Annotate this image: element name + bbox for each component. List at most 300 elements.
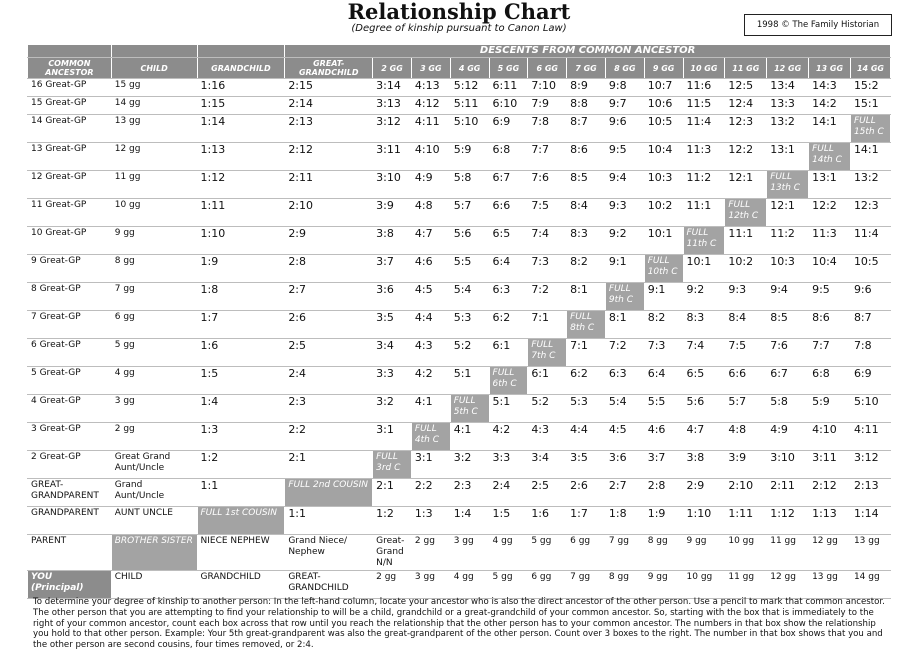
kinship-cell: 10:5 xyxy=(850,255,890,283)
kinship-cell: 8:2 xyxy=(567,255,606,283)
kinship-cell: 8:4 xyxy=(567,199,606,227)
kinship-cell: 6:2 xyxy=(489,311,528,339)
common-ancestor-cell: 5 Great-GP xyxy=(28,367,112,395)
kinship-cell: 6 gg xyxy=(528,571,567,599)
table-row xyxy=(28,451,891,479)
kinship-cell: 3:7 xyxy=(644,451,683,479)
full-cousin-cell: FULL 3rd C xyxy=(373,451,412,479)
kinship-cell: 2:4 xyxy=(285,367,373,395)
kinship-cell: 7:2 xyxy=(528,283,567,311)
kinship-cell: 4:5 xyxy=(411,283,450,311)
kinship-cell: GREAT-GRANDCHILD xyxy=(285,571,373,599)
kinship-cell: 1:9 xyxy=(197,255,285,283)
kinship-cell: 11 gg xyxy=(767,535,809,571)
kinship-cell: 13:4 xyxy=(767,79,809,97)
kinship-cell: 1:13 xyxy=(809,507,851,535)
kinship-cell: 2:13 xyxy=(285,115,373,143)
common-ancestor-cell: 10 Great-GP xyxy=(28,227,112,255)
common-ancestor-cell: YOU (Principal) xyxy=(28,571,112,599)
kinship-cell: 1:10 xyxy=(197,227,285,255)
common-ancestor-cell: 7 Great-GP xyxy=(28,311,112,339)
kinship-cell: 12:3 xyxy=(850,199,890,227)
kinship-cell: 2:9 xyxy=(285,227,373,255)
column-header: 8 GG xyxy=(605,58,644,79)
kinship-cell: CHILD xyxy=(111,571,197,599)
kinship-cell: 14:1 xyxy=(809,115,851,143)
common-ancestor-cell: 15 Great-GP xyxy=(28,97,112,115)
kinship-cell: 3 gg xyxy=(450,535,489,571)
kinship-cell: 3:14 xyxy=(373,79,412,97)
kinship-cell: 1:6 xyxy=(197,339,285,367)
full-cousin-cell: FULL 10th C xyxy=(644,255,683,283)
kinship-cell: 2:11 xyxy=(767,479,809,507)
full-cousin-cell: BROTHER SISTER xyxy=(111,535,197,571)
kinship-cell: 6:3 xyxy=(489,283,528,311)
full-cousin-cell: FULL 2nd COUSIN xyxy=(285,479,373,507)
kinship-cell: 5:5 xyxy=(450,255,489,283)
kinship-cell: 8:7 xyxy=(567,115,606,143)
kinship-cell: 5 gg xyxy=(528,535,567,571)
kinship-cell: 2:3 xyxy=(450,479,489,507)
banner-row xyxy=(28,45,891,58)
kinship-cell: 10:3 xyxy=(767,255,809,283)
kinship-cell: 10:7 xyxy=(644,79,683,97)
kinship-cell: 7:5 xyxy=(725,339,767,367)
kinship-cell: 12 gg xyxy=(767,571,809,599)
kinship-cell: 3:2 xyxy=(450,451,489,479)
kinship-cell: 4:2 xyxy=(411,367,450,395)
full-cousin-cell: FULL 5th C xyxy=(450,395,489,423)
kinship-cell: 5:8 xyxy=(450,171,489,199)
kinship-cell: 11:5 xyxy=(683,97,725,115)
kinship-cell: NIECE NEPHEW xyxy=(197,535,285,571)
kinship-cell: 13 gg xyxy=(111,115,197,143)
kinship-cell: 3:3 xyxy=(489,451,528,479)
kinship-cell: 6:6 xyxy=(489,199,528,227)
kinship-cell: 14:2 xyxy=(809,97,851,115)
kinship-cell: 4:3 xyxy=(528,423,567,451)
kinship-cell: 5:10 xyxy=(850,395,890,423)
table-row xyxy=(28,283,891,311)
kinship-cell: 1:14 xyxy=(850,507,890,535)
kinship-cell: 12:2 xyxy=(725,143,767,171)
kinship-cell: 5:7 xyxy=(450,199,489,227)
kinship-cell: 10 gg xyxy=(111,199,197,227)
kinship-cell: 14:1 xyxy=(850,143,890,171)
kinship-cell: 8:3 xyxy=(683,311,725,339)
kinship-cell: 7:3 xyxy=(644,339,683,367)
table-row xyxy=(28,255,891,283)
kinship-cell: 3:7 xyxy=(373,255,412,283)
kinship-cell: 2 gg xyxy=(111,423,197,451)
kinship-cell: 7 gg xyxy=(111,283,197,311)
kinship-cell: 8 gg xyxy=(111,255,197,283)
table-row xyxy=(28,97,891,115)
instructions-footnote: To determine your degree of kinship to another person: In the left-hand column, locate your ancestor who is also the direct ancestor of the other person. Use a pencil to mark that common ancestor. The other person that you are attempting to find your relationship to will be a child, grandchild or a great-grandchild of your common ancestor. So, starting with the box that is immediately to the right of your common ancestor, count each box across that row until you reach the relationship that the other person has to your common ancestor. The numbers in that box show the relationship you hold to that other person. Example: Your 5th great-grandparent was also the great-grandparent of the other person. Count over 3 boxes to the right. The number in that box shows that you and the other person are second cousins, four times removed, or 2:4. xyxy=(33,597,885,651)
header-row xyxy=(28,58,891,79)
column-header: 10 GG xyxy=(683,58,725,79)
kinship-cell: 8:1 xyxy=(567,283,606,311)
kinship-cell: 1:6 xyxy=(528,507,567,535)
kinship-cell: 3:3 xyxy=(373,367,412,395)
kinship-cell: 15:2 xyxy=(850,79,890,97)
kinship-cell: 5:5 xyxy=(644,395,683,423)
kinship-cell: 7:8 xyxy=(850,339,890,367)
kinship-cell: 1:11 xyxy=(197,199,285,227)
kinship-cell: 12:4 xyxy=(725,97,767,115)
kinship-cell: 11:2 xyxy=(767,227,809,255)
kinship-cell: 10 gg xyxy=(683,571,725,599)
kinship-cell: 2:14 xyxy=(285,97,373,115)
table-row xyxy=(28,143,891,171)
kinship-cell: AUNT UNCLE xyxy=(111,507,197,535)
kinship-cell: 6:1 xyxy=(528,367,567,395)
kinship-cell: 4:1 xyxy=(450,423,489,451)
table-row xyxy=(28,115,891,143)
column-header: 14 GG xyxy=(850,58,890,79)
kinship-cell: 2:8 xyxy=(285,255,373,283)
column-header: 6 GG xyxy=(528,58,567,79)
kinship-cell: 5:9 xyxy=(809,395,851,423)
kinship-cell: 8 gg xyxy=(644,535,683,571)
full-cousin-cell: FULL 12th C xyxy=(725,199,767,227)
kinship-cell: 3:1 xyxy=(411,451,450,479)
kinship-cell: 6:1 xyxy=(489,339,528,367)
kinship-cell: 5 gg xyxy=(111,339,197,367)
kinship-cell: 10:1 xyxy=(644,227,683,255)
kinship-cell: Great Grand Aunt/Uncle xyxy=(111,451,197,479)
kinship-cell: 6:11 xyxy=(489,79,528,97)
kinship-cell: 2:7 xyxy=(605,479,644,507)
kinship-cell: 4:5 xyxy=(605,423,644,451)
kinship-cell: 9:2 xyxy=(683,283,725,311)
kinship-cell: 4:12 xyxy=(411,97,450,115)
kinship-cell: 13:3 xyxy=(767,97,809,115)
kinship-cell: 4:9 xyxy=(767,423,809,451)
kinship-cell: 5:2 xyxy=(528,395,567,423)
kinship-cell: 3:2 xyxy=(373,395,412,423)
kinship-cell: 3:8 xyxy=(683,451,725,479)
relationship-table xyxy=(27,44,891,599)
kinship-cell: 13 gg xyxy=(809,571,851,599)
full-cousin-cell: FULL 11th C xyxy=(683,227,725,255)
table-row xyxy=(28,311,891,339)
kinship-cell: 3:1 xyxy=(373,423,412,451)
kinship-cell: 5:12 xyxy=(450,79,489,97)
table-row xyxy=(28,227,891,255)
kinship-cell: Grand Niece/ Nephew xyxy=(285,535,373,571)
kinship-cell: 6:2 xyxy=(567,367,606,395)
table-row xyxy=(28,535,891,571)
common-ancestor-cell: 8 Great-GP xyxy=(28,283,112,311)
common-ancestor-cell: 14 Great-GP xyxy=(28,115,112,143)
kinship-cell: 11:4 xyxy=(683,115,725,143)
kinship-cell: 6:3 xyxy=(605,367,644,395)
column-header: 4 GG xyxy=(450,58,489,79)
kinship-cell: 9:6 xyxy=(850,283,890,311)
table-row xyxy=(28,367,891,395)
table-row xyxy=(28,423,891,451)
common-ancestor-cell: GRANDPARENT xyxy=(28,507,112,535)
common-ancestor-cell: PARENT xyxy=(28,535,112,571)
page-title: Relationship Chart xyxy=(347,0,571,24)
kinship-cell: 10:5 xyxy=(644,115,683,143)
full-cousin-cell: FULL 6th C xyxy=(489,367,528,395)
kinship-cell: 8 gg xyxy=(605,571,644,599)
kinship-cell: 8:8 xyxy=(567,97,606,115)
kinship-cell: 9:1 xyxy=(644,283,683,311)
kinship-cell: 11:3 xyxy=(683,143,725,171)
kinship-cell: 1:1 xyxy=(197,479,285,507)
kinship-cell: 4 gg xyxy=(450,571,489,599)
kinship-cell: 2:3 xyxy=(285,395,373,423)
kinship-cell: 7:7 xyxy=(528,143,567,171)
table-row xyxy=(28,571,891,599)
column-header: 3 GG xyxy=(411,58,450,79)
kinship-cell: 11:6 xyxy=(683,79,725,97)
kinship-cell: 12 gg xyxy=(809,535,851,571)
kinship-cell: 10 gg xyxy=(725,535,767,571)
kinship-cell: 2:6 xyxy=(285,311,373,339)
common-ancestor-cell: GREAT-GRANDPARENT xyxy=(28,479,112,507)
kinship-cell: 5:3 xyxy=(450,311,489,339)
kinship-cell: 4:10 xyxy=(809,423,851,451)
kinship-cell: 8:7 xyxy=(850,311,890,339)
kinship-cell: 15 gg xyxy=(111,79,197,97)
kinship-cell: 5:1 xyxy=(450,367,489,395)
kinship-cell: 2:12 xyxy=(285,143,373,171)
kinship-cell: 3:11 xyxy=(373,143,412,171)
kinship-cell: 9 gg xyxy=(644,571,683,599)
kinship-cell: Great-Grand N/N xyxy=(373,535,412,571)
kinship-cell: 9 gg xyxy=(111,227,197,255)
kinship-cell: 1:2 xyxy=(197,451,285,479)
kinship-cell: 3:12 xyxy=(850,451,890,479)
common-ancestor-cell: 11 Great-GP xyxy=(28,199,112,227)
kinship-cell: 13:2 xyxy=(767,115,809,143)
kinship-cell: 4:7 xyxy=(683,423,725,451)
kinship-cell: 3:5 xyxy=(567,451,606,479)
kinship-cell: 11 gg xyxy=(111,171,197,199)
header-cell xyxy=(111,45,197,58)
full-cousin-cell: FULL 8th C xyxy=(567,311,606,339)
kinship-cell: 5:4 xyxy=(605,395,644,423)
column-header: 2 GG xyxy=(373,58,412,79)
kinship-cell: 8:6 xyxy=(809,311,851,339)
common-ancestor-cell: 6 Great-GP xyxy=(28,339,112,367)
kinship-cell: 4 gg xyxy=(489,535,528,571)
kinship-cell: 3:11 xyxy=(809,451,851,479)
kinship-cell: 5:11 xyxy=(450,97,489,115)
kinship-cell: 7:10 xyxy=(528,79,567,97)
kinship-cell: 2:2 xyxy=(411,479,450,507)
kinship-cell: 6:9 xyxy=(850,367,890,395)
kinship-cell: 10:4 xyxy=(644,143,683,171)
header-cell xyxy=(197,45,285,58)
kinship-cell: 4:2 xyxy=(489,423,528,451)
column-header: 5 GG xyxy=(489,58,528,79)
kinship-cell: 10:2 xyxy=(644,199,683,227)
kinship-cell: 12:5 xyxy=(725,79,767,97)
kinship-cell: 4:13 xyxy=(411,79,450,97)
kinship-cell: 4:6 xyxy=(411,255,450,283)
kinship-cell: 4:3 xyxy=(411,339,450,367)
kinship-cell: 1:7 xyxy=(567,507,606,535)
descents-banner: DESCENTS FROM COMMON ANCESTOR xyxy=(285,45,891,58)
kinship-cell: 12:1 xyxy=(725,171,767,199)
kinship-cell: 12:2 xyxy=(809,199,851,227)
kinship-cell: 4:8 xyxy=(725,423,767,451)
column-header: 11 GG xyxy=(725,58,767,79)
kinship-cell: 12:3 xyxy=(725,115,767,143)
kinship-cell: 1:10 xyxy=(683,507,725,535)
full-cousin-cell: FULL 15th C xyxy=(850,115,890,143)
kinship-cell: 1:2 xyxy=(373,507,412,535)
kinship-cell: 9:3 xyxy=(605,199,644,227)
kinship-cell: 1:12 xyxy=(767,507,809,535)
kinship-cell: 7:6 xyxy=(528,171,567,199)
column-header: 9 GG xyxy=(644,58,683,79)
kinship-cell: 4:1 xyxy=(411,395,450,423)
kinship-cell: 10:3 xyxy=(644,171,683,199)
table-row xyxy=(28,339,891,367)
kinship-cell: 9:2 xyxy=(605,227,644,255)
kinship-cell: 6:6 xyxy=(725,367,767,395)
kinship-cell: 4:9 xyxy=(411,171,450,199)
kinship-cell: 1:12 xyxy=(197,171,285,199)
kinship-cell: 8:1 xyxy=(605,311,644,339)
kinship-cell: Grand Aunt/Uncle xyxy=(111,479,197,507)
column-header: COMMON ANCESTOR xyxy=(28,58,112,79)
kinship-cell: 1:7 xyxy=(197,311,285,339)
kinship-cell: 5:6 xyxy=(450,227,489,255)
kinship-cell: 6:4 xyxy=(489,255,528,283)
kinship-cell: 1:9 xyxy=(644,507,683,535)
kinship-cell: 3:9 xyxy=(373,199,412,227)
kinship-cell: 13:1 xyxy=(767,143,809,171)
kinship-cell: 1:8 xyxy=(197,283,285,311)
kinship-cell: 7 gg xyxy=(605,535,644,571)
kinship-cell: 3:5 xyxy=(373,311,412,339)
kinship-cell: 9:4 xyxy=(767,283,809,311)
kinship-cell: 1:4 xyxy=(450,507,489,535)
kinship-cell: 7:4 xyxy=(683,339,725,367)
kinship-cell: 7:1 xyxy=(567,339,606,367)
kinship-cell: 8:9 xyxy=(567,79,606,97)
kinship-cell: 4:7 xyxy=(411,227,450,255)
kinship-cell: 2:1 xyxy=(285,451,373,479)
kinship-cell: 2:2 xyxy=(285,423,373,451)
kinship-cell: 7 gg xyxy=(567,571,606,599)
kinship-cell: 7:1 xyxy=(528,311,567,339)
kinship-cell: 12:1 xyxy=(767,199,809,227)
full-cousin-cell: FULL 1st COUSIN xyxy=(197,507,285,535)
kinship-cell: 3 gg xyxy=(111,395,197,423)
kinship-cell: 11:4 xyxy=(850,227,890,255)
full-cousin-cell: FULL 13th C xyxy=(767,171,809,199)
header-cell xyxy=(28,45,112,58)
kinship-cell: 10:2 xyxy=(725,255,767,283)
kinship-cell: 1:5 xyxy=(197,367,285,395)
full-cousin-cell: FULL 9th C xyxy=(605,283,644,311)
kinship-cell: 4:4 xyxy=(411,311,450,339)
kinship-cell: 2:1 xyxy=(373,479,412,507)
common-ancestor-cell: 2 Great-GP xyxy=(28,451,112,479)
kinship-cell: 6:4 xyxy=(644,367,683,395)
kinship-cell: 4:11 xyxy=(411,115,450,143)
kinship-cell: 3:13 xyxy=(373,97,412,115)
common-ancestor-cell: 16 Great-GP xyxy=(28,79,112,97)
kinship-cell: 6:5 xyxy=(683,367,725,395)
kinship-cell: 9:5 xyxy=(605,143,644,171)
kinship-cell: 6:8 xyxy=(489,143,528,171)
column-header: GRANDCHILD xyxy=(197,58,285,79)
kinship-cell: 1:3 xyxy=(411,507,450,535)
column-header: 13 GG xyxy=(809,58,851,79)
kinship-cell: 5:9 xyxy=(450,143,489,171)
kinship-cell: GRANDCHILD xyxy=(197,571,285,599)
column-header: GREAT-GRANDCHILD xyxy=(285,58,373,79)
kinship-cell: 8:5 xyxy=(567,171,606,199)
kinship-cell: 9:3 xyxy=(725,283,767,311)
kinship-cell: 1:11 xyxy=(725,507,767,535)
kinship-cell: 10:1 xyxy=(683,255,725,283)
kinship-cell: 5:6 xyxy=(683,395,725,423)
kinship-cell: 10:4 xyxy=(809,255,851,283)
kinship-cell: 5:7 xyxy=(725,395,767,423)
kinship-cell: 2:6 xyxy=(567,479,606,507)
common-ancestor-cell: 4 Great-GP xyxy=(28,395,112,423)
kinship-cell: 6:5 xyxy=(489,227,528,255)
kinship-cell: 5:8 xyxy=(767,395,809,423)
kinship-cell: 6:7 xyxy=(767,367,809,395)
kinship-cell: 13:1 xyxy=(809,171,851,199)
copyright-box: 1998 © The Family Historian xyxy=(744,14,892,36)
kinship-cell: 11:2 xyxy=(683,171,725,199)
kinship-cell: 2:12 xyxy=(809,479,851,507)
kinship-cell: 9:7 xyxy=(605,97,644,115)
kinship-cell: 1:16 xyxy=(197,79,285,97)
kinship-cell: 8:6 xyxy=(567,143,606,171)
kinship-cell: 7:5 xyxy=(528,199,567,227)
kinship-cell: 3:4 xyxy=(528,451,567,479)
table-row xyxy=(28,507,891,535)
kinship-cell: 3:10 xyxy=(767,451,809,479)
kinship-cell: 3:8 xyxy=(373,227,412,255)
kinship-cell: 1:13 xyxy=(197,143,285,171)
kinship-cell: 9:1 xyxy=(605,255,644,283)
kinship-cell: 7:9 xyxy=(528,97,567,115)
kinship-cell: 1:1 xyxy=(285,507,373,535)
full-cousin-cell: FULL 14th C xyxy=(809,143,851,171)
kinship-cell: 3:12 xyxy=(373,115,412,143)
kinship-cell: 4:10 xyxy=(411,143,450,171)
kinship-cell: 7:7 xyxy=(809,339,851,367)
kinship-cell: 14:3 xyxy=(809,79,851,97)
column-header: CHILD xyxy=(111,58,197,79)
common-ancestor-cell: 9 Great-GP xyxy=(28,255,112,283)
kinship-cell: 4 gg xyxy=(111,367,197,395)
kinship-cell: 6:9 xyxy=(489,115,528,143)
kinship-cell: 3:10 xyxy=(373,171,412,199)
kinship-cell: 2:7 xyxy=(285,283,373,311)
kinship-cell: 8:4 xyxy=(725,311,767,339)
kinship-cell: 6:7 xyxy=(489,171,528,199)
kinship-cell: 6 gg xyxy=(111,311,197,339)
kinship-cell: 6:8 xyxy=(809,367,851,395)
kinship-cell: 5:10 xyxy=(450,115,489,143)
kinship-cell: 6 gg xyxy=(567,535,606,571)
